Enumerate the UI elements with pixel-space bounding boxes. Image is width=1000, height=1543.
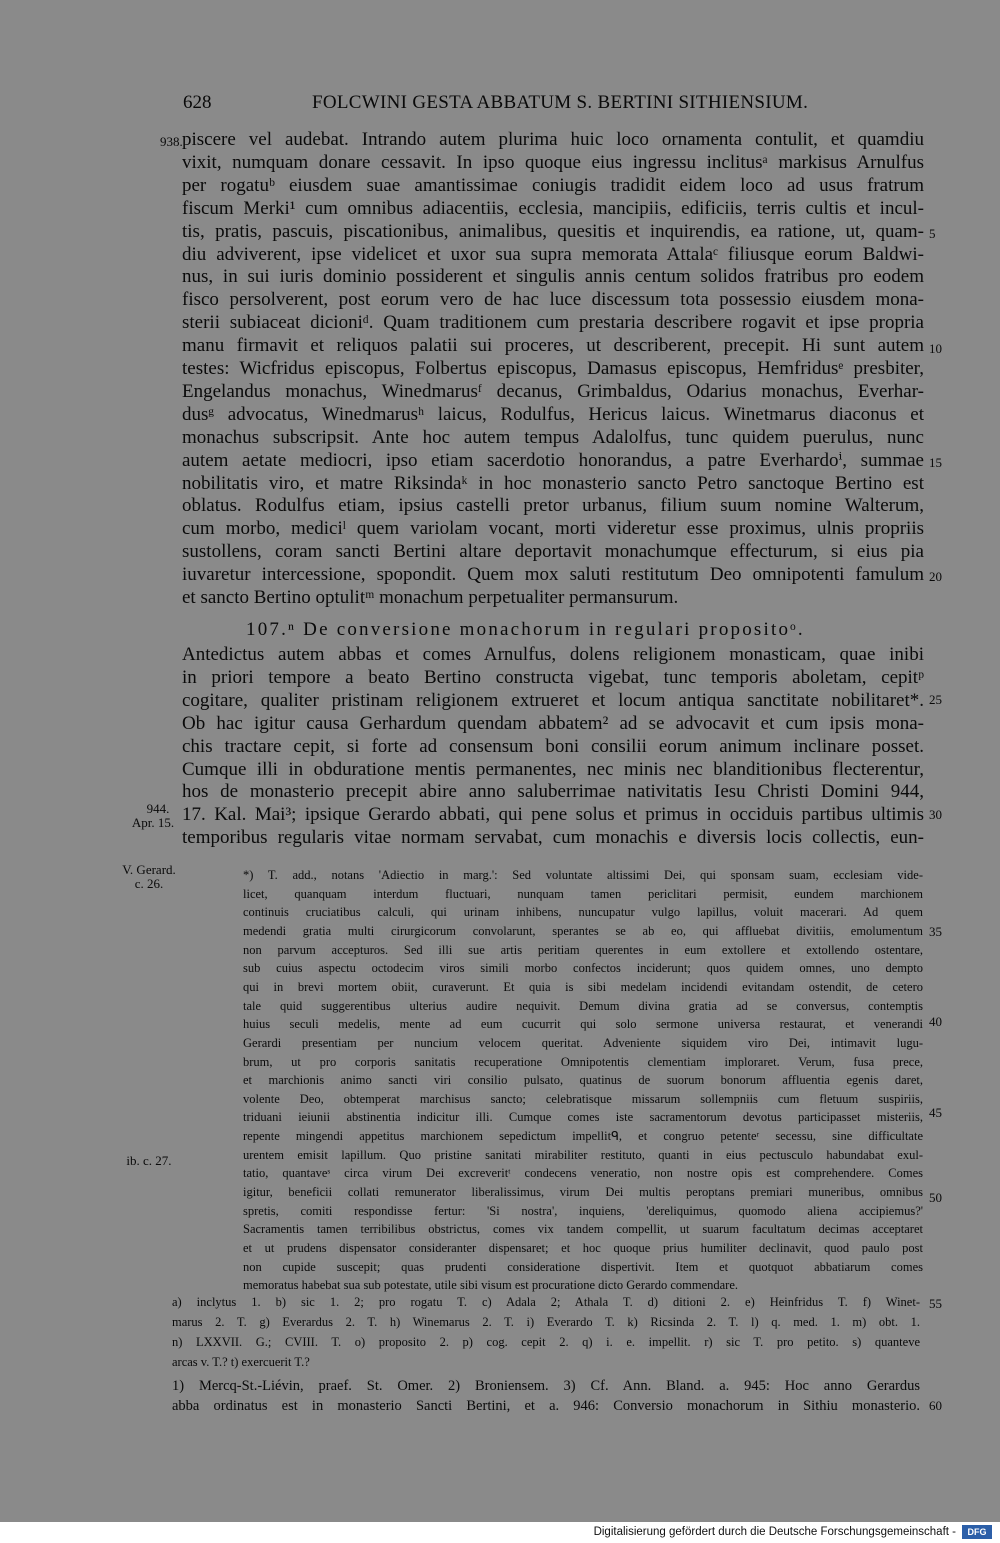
main-text-1-line: diu adviverent, ipse videlicet et uxor sua supra memorata Attalaᶜ filiusque eorum Baldwi- <box>182 243 924 265</box>
main-text-1-line: cum morbo, mediciˡ quem variolam vocant, morti videretur esse proximus, ulnis propriis <box>182 518 924 540</box>
main-text-2-line: chis tractare cepit, si forte ad consensum boni consilii eorum animum inclinare posset. <box>182 735 924 757</box>
note-text-line: Gerardi presentiam per nuncium velocem queritat. Adveniente siquidem viro Dei, intimavit lugu- <box>243 1035 923 1050</box>
note-text-line: spretis, comiti respondisse fertur: 'Si nostra', inquiens, 'dereliquimus, quomodo aliena accipiemus?' <box>243 1203 923 1218</box>
footer-credit: Digitalisierung gefördert durch die Deutsche Forschungsgemeinschaft - <box>593 1526 956 1538</box>
footnotes-line: abba ordinatus est in monasterio Sancti Bertini, et a. 946: Conversio monachorum in Sithiu monasterio. <box>172 1398 920 1414</box>
main-text-1-line: fisco persolverent, post eorum vero de hac luce discessum tota possessio eiusdem mona- <box>182 289 924 311</box>
main-text-1-line: sustollens, coram sancti Bertini altare deportavit monachumque effecturum, si eius pia <box>182 541 924 563</box>
main-text-1-line: piscere vel audebat. Intrando autem plurima huic loco ornamenta contulit, et quamdiu <box>182 129 924 150</box>
main-text-1-line: manu firmavit et reliquos palatii sui proceres, ut describerent, precepit. Hi sunt autem <box>182 335 924 357</box>
margin-year-938: 938. <box>160 134 183 149</box>
line-number: 45 <box>929 1105 942 1120</box>
margin-v-gerard: V. Gerard. <box>122 862 176 877</box>
margin-date-apr: Apr. 15. <box>131 815 175 830</box>
main-text-2-line: hos de monasterio precepit abire anno saluberrimae nativitatis Iesu Christi Domini 944, <box>182 781 924 803</box>
line-number: 60 <box>929 1398 942 1413</box>
main-text-2-line: cogitare, qualiter pristinam religionem extrueret et locum antiqua sanctitate nobilitaret*. <box>182 689 924 711</box>
page-number: 628 <box>183 92 212 113</box>
main-text-2-line: Ob hac igitur causa Gerhardum quendam abbatem² ad se advocavit et cum ipsis mona- <box>182 712 924 734</box>
note-text-line: non cupide suscepit; quas prudenti consideratione dispertivit. Item et quotquot abbatiarum comes <box>243 1259 923 1274</box>
main-text-1-line: tis, pratis, pascuis, piscationibus, animalibus, quesitis et inquirendis, ea ratione, ut, quam- <box>182 220 924 242</box>
note-text-line: tale quid suggerentibus ulterius audire nequivit. Demum divina gratia ad se conversus, contemptis <box>243 998 923 1013</box>
margin-ib-c27: ib. c. 27. <box>126 1153 172 1168</box>
main-text-1-line: sterii subiaceat dicioniᵈ. Quam traditionem cum prestaria describere rogavit et ipse propria <box>182 312 924 334</box>
note-text-line: sub cuius aspectu octodecim viros simili morbo confectos inciderunt; quos quidem omnes, uno dempto <box>243 961 923 976</box>
note-text-line: medendi gratia multi cirurgicorum convolarunt, sperantes se ab eo, qui affluebat divitiis, emolumentum <box>243 923 923 938</box>
line-number: 50 <box>929 1190 942 1205</box>
note-text-line: igitur, beneficii collati remunerator liberalissimus, virum Dei multis peroptans premiari muneribus, omnibus <box>243 1185 923 1200</box>
footnotes-line: 1) Mercq-St.-Liévin, praef. St. Omer. 2) Broniensem. 3) Cf. Ann. Bland. a. 945: Hoc anno Gerardus <box>172 1378 920 1394</box>
note-text-line: licet, quanquam interdum fluctuari, nunquam tamen periclitari permisit, eundem marchionem <box>243 886 923 901</box>
line-number: 10 <box>929 341 942 356</box>
note-text-line: tatio, quantaveˢ circa virum Dei excreveritᵗ condecens veneratio, non nostre opis est comprehendere. Comes <box>243 1166 923 1181</box>
main-text-2-line: temporibus regularis vitae normam servabat, cum monachis e diversis locis collectis, eun- <box>182 827 924 849</box>
main-text-1-line: dusᵍ advocatus, Winedmarusʰ laicus, Rodulfus, Hericus laicus. Winetmarus diaconus et <box>182 403 924 425</box>
main-text-1-line: et sancto Bertino optulitᵐ monachum perpetualiter permansurum. <box>182 587 679 608</box>
apparatus-line: marus 2. T. g) Everardus 2. T. h) Winemarus 2. T. i) Everardo T. k) Ricsinda 2. T. l) q. med. 1. m) obt. 1. <box>172 1315 920 1329</box>
line-number: 5 <box>929 226 936 241</box>
main-text-2-line: 17. Kal. Mai³; ipsique Gerardo abbati, qui pene solus et primus in occiduis partibus ultimis <box>182 804 924 826</box>
main-text-1-line: nus, in sui iuris dominio possiderent et singulis annis centum solidos fratribus pro eodem <box>182 266 924 288</box>
main-text-1-line: iuvaretur intercessione, spopondit. Quem mox saluti restitutum Deo omnipotenti famulum <box>182 564 924 586</box>
note-text-line: et ut prudens dispensator consideranter dispensaret; et hoc quoque prius humiliter declinavit, quod paulo post <box>243 1241 923 1255</box>
main-text-2-line: Antedictus autem abbas et comes Arnulfus, dolens religionem monasticam, quae inibi <box>182 644 924 665</box>
main-text-1-line: fiscum Merki¹ cum omnibus adiacentiis, ecclesia, mancipiis, edificiis, terris cultis et incul- <box>182 197 924 219</box>
apparatus-line: n) LXXVII. G.; CVIII. T. o) proposito 2. p) cog. cepit 2. q) i. e. impellit. r) sic T. pro petito. s) quanteve <box>172 1335 920 1349</box>
note-text-line: *) T. add., notans 'Adiectio in marg.': Sed voluntate altissimi Dei, qui sponsam suam, ecclesiam vide- <box>243 868 923 882</box>
margin-date-944: 944. <box>146 801 170 816</box>
note-text-line: huius seculi medelis, mente ad eum cucurrit qui solo sermone universa restaurat, et venerandi <box>243 1017 923 1032</box>
note-text-line: non parvum accepturos. Sed illi sue artis peritiam querentes in eum extollere et extollendo ostentare, <box>243 942 923 957</box>
note-text-line: et marchionis animo sancti viri consilio pulsato, quatinus de suorum bonorum affluentia egenis daret, <box>243 1073 923 1088</box>
note-text-line: triduani ieiunii abstinentia indicitur illi. Cumque comes iste sacramentorum devotus participasset misteriis, <box>243 1110 923 1125</box>
line-number: 20 <box>929 569 942 584</box>
note-text-line: repente mingendi appetitus marchionem sepedictum impellitᑫ, et congruo petenteʳ secessu, sine difficultate <box>243 1129 923 1144</box>
apparatus-line: arcas v. T.? t) exercuerit T.? <box>172 1355 310 1369</box>
main-text-1-line: autem aetate mediocri, ipso etiam sacerdotio honorandus, a patre Everhardoⁱ, summae <box>182 449 924 471</box>
note-text-line: memoratus habebat sua sub potestate, utile sibi visum est procuratione dicto Gerardo commendare. <box>243 1278 738 1293</box>
line-number: 35 <box>929 924 942 939</box>
note-text-line: urentem emisit lapillum. Quo pristine sanitati mirabiliter restituto, quanti in eius pectusculo habundabat exul- <box>243 1147 923 1162</box>
main-text-1-line: testes: Wicfridus episcopus, Folbertus episcopus, Damasus episcopus, Hemfridusᵉ presbiter, <box>182 358 924 379</box>
chapter-heading: 107.ⁿ De conversione monachorum in regulari propositoᵒ. <box>246 619 805 640</box>
main-text-1-line: oblatus. Rodulfus etiam, ipsius castelli pretor urbanus, filium suum nomine Walterum, <box>182 495 924 517</box>
note-text-line: volente Deo, obtemperat marchisus sancto; celebratisque missarum sollempniis cum fletuum suspiriis, <box>243 1091 923 1106</box>
line-number: 15 <box>929 455 942 470</box>
note-text-line: continuis cruciatibus calculi, qui urinam inhibens, nuncupatur vulgo lapillus, voluit macerari. Ad quem <box>243 905 923 920</box>
line-number: 55 <box>929 1296 942 1311</box>
note-text-line: brum, ut pro corporis sanitatis recuperatione Omnipotentis clementiam imploraret. Verum, fusa prece, <box>243 1054 923 1069</box>
note-text-line: Sacramentis tamen terribilibus obstrictus, comes vix tandem compellit, ut suarum facultatum decimas acceptaret <box>243 1222 923 1237</box>
main-text-1-line: nobilitatis viro, et matre Riksindaᵏ in hoc monasterio sancto Petro sanctoque Bertino est <box>182 472 924 494</box>
running-title: FOLCWINI GESTA ABBATUM S. BERTINI SITHIENSIUM. <box>312 92 809 113</box>
main-text-1-line: vixit, numquam donare cessavit. In ipso quoque eius ingressu inclitusᵃ markisus Arnulfus <box>182 151 924 173</box>
main-text-1-line: monachus subscripsit. Ante hoc autem tempus Adalolfus, tunc quidem puerulus, nunc <box>182 426 924 448</box>
line-number: 25 <box>929 692 942 707</box>
main-text-1-line: Engelandus monachus, Winedmarusᶠ decanus, Grimbaldus, Odarius monachus, Everhar- <box>182 380 924 402</box>
main-text-1-line: per rogatuᵇ eiusdem suae amantissimae coniugis tradidit eidem loco ad usus fratrum <box>182 174 924 196</box>
dfg-logo: DFG <box>962 1525 992 1539</box>
line-number: 40 <box>929 1014 942 1029</box>
main-text-2-line: Cumque illi in obduratione mentis permanentes, nec minis nec blanditionibus flecterentur, <box>182 758 924 780</box>
line-number: 30 <box>929 807 942 822</box>
main-text-2-line: in priori tempore a beato Bertino constructa vigebat, tunc temporis aboletam, cepitᵖ <box>182 666 924 688</box>
note-text-line: qui in brevi mortem obiit, curaverunt. Et quia is sibi medelam incidendi evitandam ostendit, de cetero <box>243 979 923 994</box>
margin-v-gerard-c: c. 26. <box>134 876 164 891</box>
apparatus-line: a) inclytus 1. b) sic 1. 2; pro rogatu T. c) Adala 2; Athala T. d) ditioni 2. e) Heinfridus T. f) Winet- <box>172 1295 920 1309</box>
